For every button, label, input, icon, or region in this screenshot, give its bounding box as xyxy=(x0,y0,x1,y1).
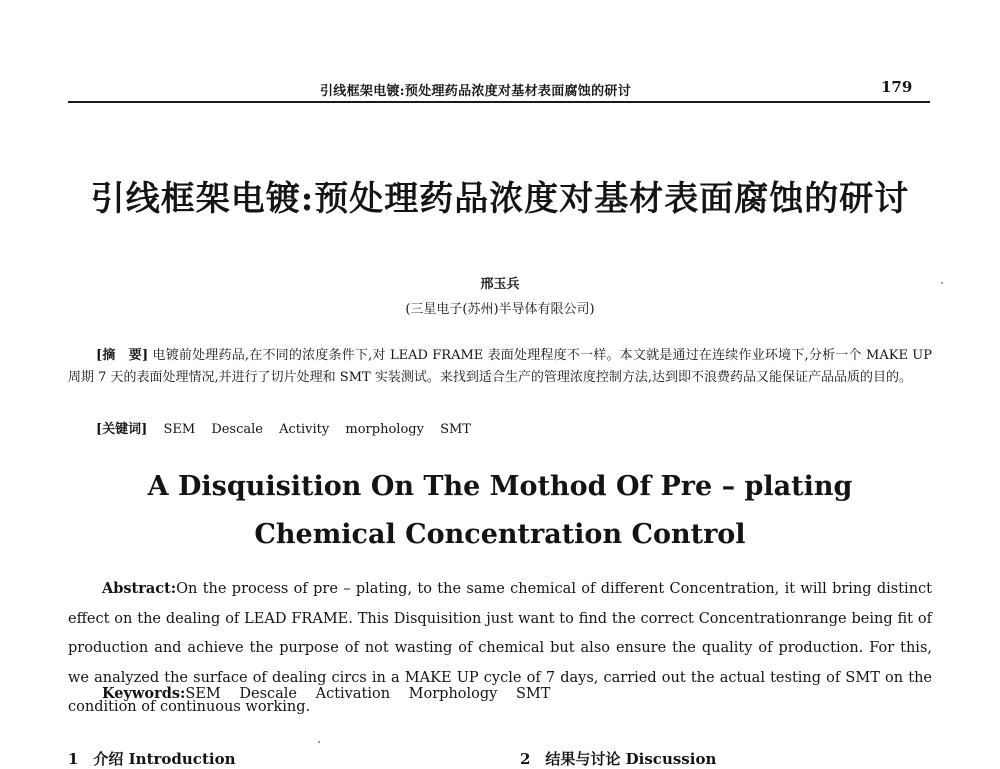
english-keyword: Activation xyxy=(315,686,391,702)
chinese-keyword: Activity xyxy=(279,422,330,437)
chinese-keywords-label: [关键词] xyxy=(96,422,148,437)
running-title: 引线框架电镀:预处理药品浓度对基材表面腐蚀的研讨 xyxy=(320,84,631,99)
chinese-keyword: Descale xyxy=(211,422,263,437)
chinese-abstract xyxy=(68,345,932,389)
english-abstract-text: On the process of pre – plating, to the same chemical of different Concentration, it will bring distinct effect on the dealing of LEAD FRAME. This Disquisition just want to find the correct Concentrationrange being fit of production and achieve the purpose of not wasting of chemical but also ensure the quality of production. For this, we analyzed the surface of dealing circs in a MAKE UP cycle of 7 days, carried out the actual testing of SMT on the condition of continuous working. xyxy=(68,581,932,715)
chinese-keyword: morphology xyxy=(345,422,424,437)
section-heading-discussion: 2 结果与讨论 Discussion xyxy=(520,750,717,768)
section-heading-introduction: 1 介绍 Introduction xyxy=(68,750,236,768)
english-keywords-label: Keywords: xyxy=(102,685,186,702)
author-name: 邢玉兵 xyxy=(480,277,520,292)
scan-speck xyxy=(318,741,320,743)
english-keyword: Morphology xyxy=(408,686,498,702)
chinese-abstract-text: 电镀前处理药品,在不同的浓度条件下,对 LEAD FRAME 表面处理程度不一样。本文就是通过在连续作业环境下,分析一个 MAKE UP 周期 7 天的表面处理情况,并进行了切片处理和 SMT 实装测试。来找到适合生产的管理浓度控制方法,达到即不浪费药品又能保证产品品质的目的。 xyxy=(68,348,932,385)
english-keywords xyxy=(102,685,564,702)
author-affiliation: (三星电子(苏州)半导体有限公司) xyxy=(405,302,595,317)
header-rule xyxy=(68,101,930,103)
chinese-keywords xyxy=(96,418,483,437)
english-title-line-1: A Disquisition On The Mothod Of Pre – plating xyxy=(147,471,853,502)
english-keyword: SMT xyxy=(515,686,551,702)
chinese-abstract-label: [摘 要] xyxy=(96,348,149,363)
english-title-line-2: Chemical Concentration Control xyxy=(254,519,746,550)
chinese-title: 引线框架电镀:预处理药品浓度对基材表面腐蚀的研讨 xyxy=(90,179,910,219)
scan-speck xyxy=(941,282,943,284)
english-keyword: SEM xyxy=(185,686,221,702)
english-keyword: Descale xyxy=(239,686,298,702)
chinese-keyword: SEM xyxy=(163,422,196,437)
chinese-keyword: SMT xyxy=(440,422,471,437)
english-abstract-label: Abstract: xyxy=(102,580,177,597)
page-number: 179 xyxy=(881,78,913,96)
